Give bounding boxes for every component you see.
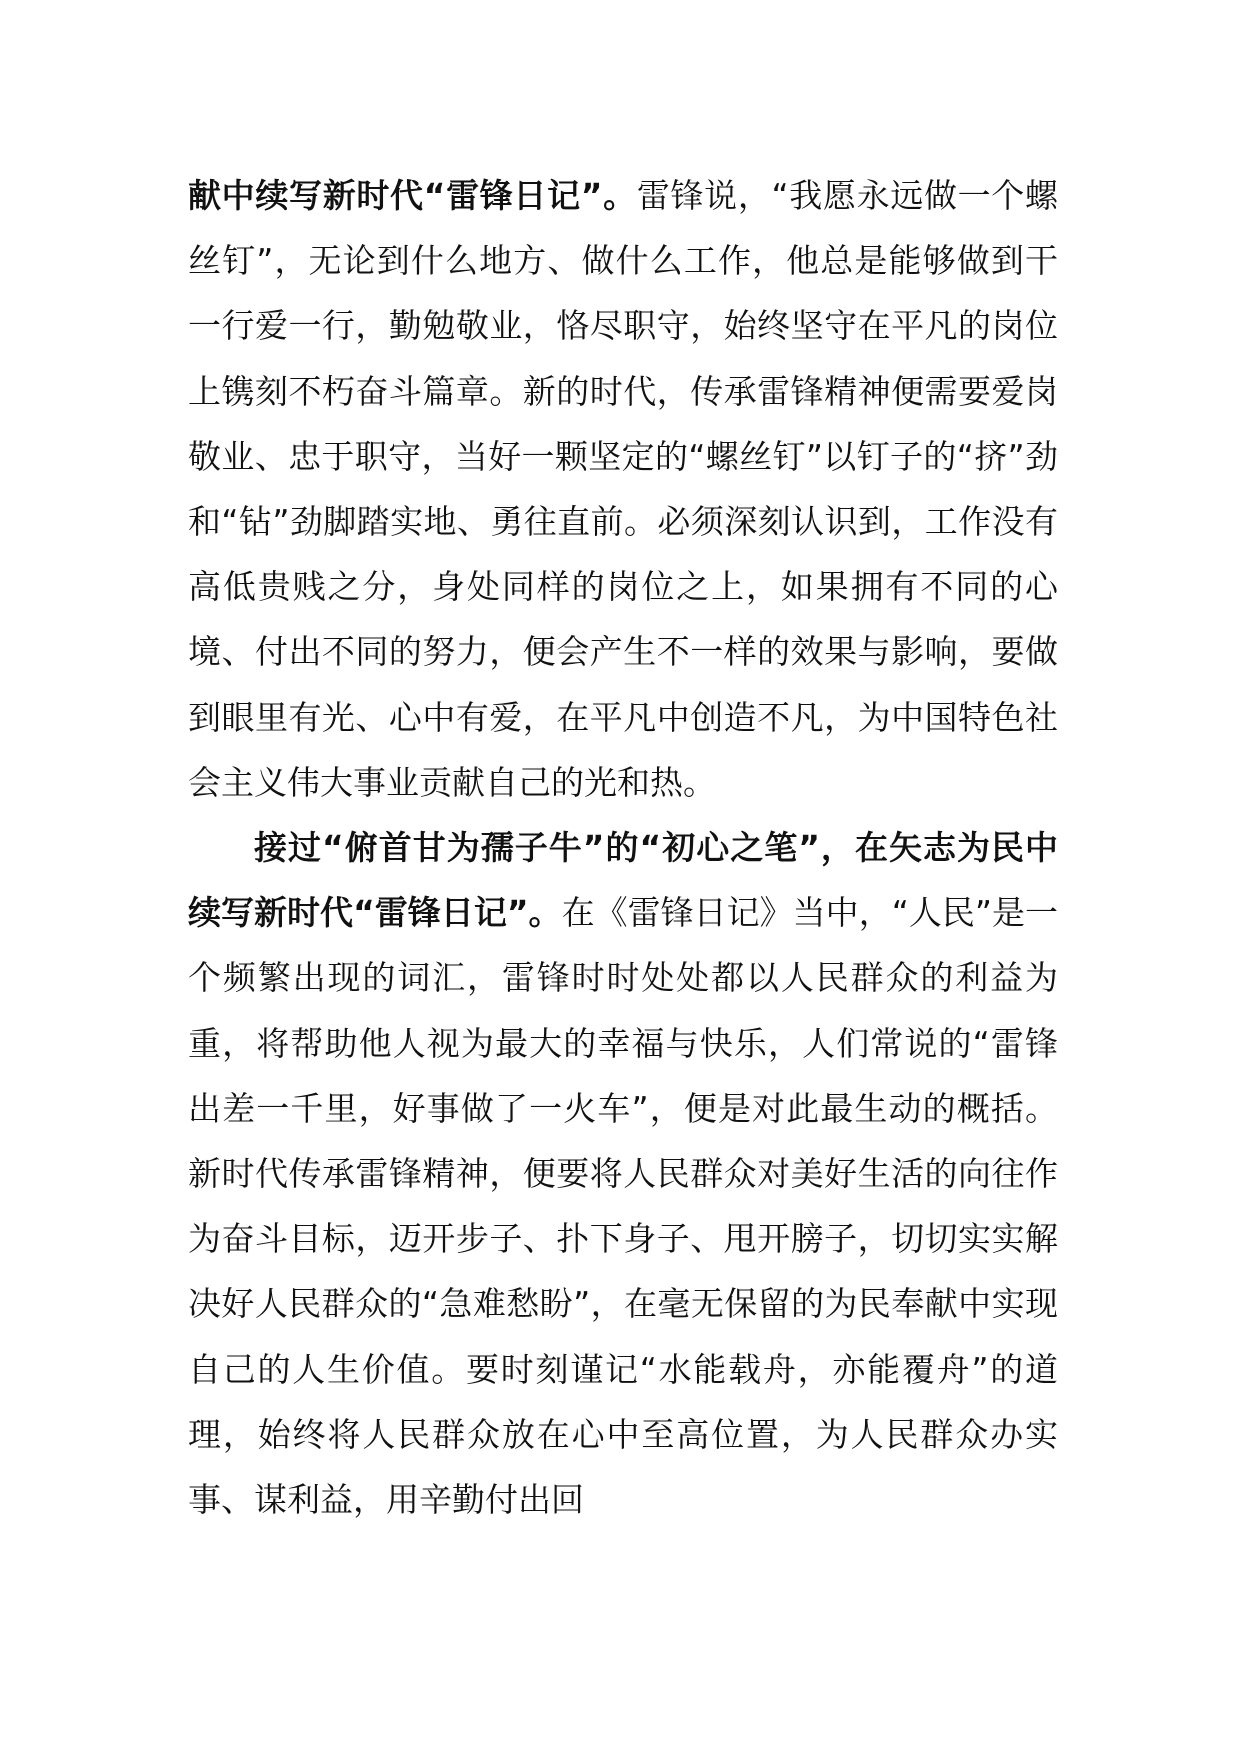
paragraph-lead-bold: 接过“俯首甘为孺子牛”的“初心之笔”，在矢志为民中续写新时代“雷锋日记”。 (188, 828, 1058, 933)
paragraph-body: 在《雷锋日记》当中，“人民”是一个频繁出现的词汇，雷锋时时处处都以人民群众的利益为重，将帮助他人视为最大的幸福与快乐，人们常说的“雷锋出差一千里，好事做了一火车”，便是对此最生动的概括。新时代传承雷锋精神，便要将人民群众对美好生活的向往作为奋斗目标，迈开步子、扑下身子、甩开膀子，切切实实解决好人民群众的“急难愁盼”，在毫无保留的为民奉献中实现自己的人生价值。要时刻谨记“水能载舟，亦能覆舟”的道理，始终将人民群众放在心中至高位置，为人民群众办实事、谋利益，用辛勤付出回 (188, 893, 1058, 1520)
document-page (188, 163, 1058, 1532)
paragraph-continued (188, 163, 1058, 815)
paragraph-body: 雷锋说，“我愿永远做一个螺丝钉”，无论到什么地方、做什么工作，他总是能够做到干一行爱一行，勤勉敬业，恪尽职守，始终坚守在平凡的岗位上镌刻不朽奋斗篇章。新的时代，传承雷锋精神便需要爱岗敬业、忠于职守，当好一颗坚定的“螺丝钉”以钉子的“挤”劲和“钻”劲脚踏实地、勇往直前。必须深刻认识到，工作没有高低贵贱之分，身处同样的岗位之上，如果拥有不同的心境、付出不同的努力，便会产生不一样的效果与影响，要做到眼里有光、心中有爱，在平凡中创造不凡，为中国特色社会主义伟大事业贡献自己的光和热。 (188, 176, 1058, 802)
paragraph-second (188, 815, 1058, 1532)
paragraph-lead-bold: 献中续写新时代“雷锋日记”。 (188, 176, 637, 215)
